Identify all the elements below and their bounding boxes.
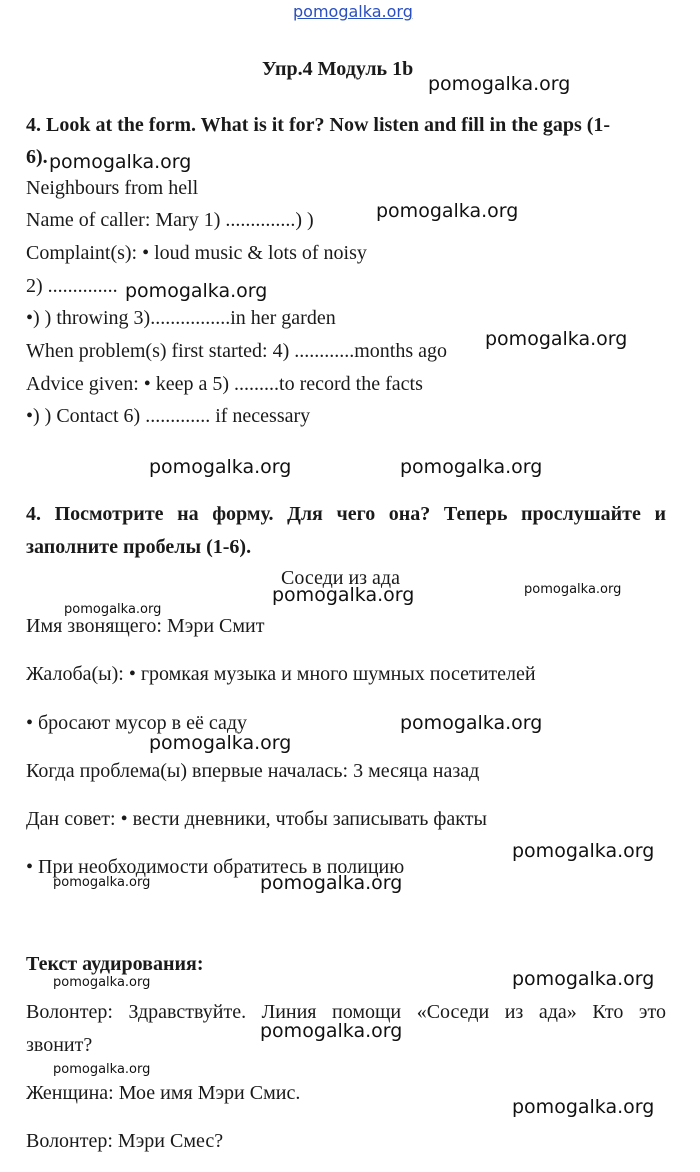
watermark: pomogalka.org [53, 975, 151, 990]
watermark: pomogalka.org [428, 73, 571, 95]
transcript-line: Волонтер: Здравствуйте. Линия помощи «Соседи из ада» Кто это [26, 1001, 666, 1023]
watermark: pomogalka.org [53, 875, 151, 890]
watermark: pomogalka.org [64, 602, 162, 617]
russian-form-line: Дан совет: • вести дневники, чтобы записывать факты [26, 808, 487, 830]
watermark: pomogalka.org [149, 732, 292, 754]
watermark: pomogalka.org [272, 584, 415, 606]
english-form-line: •) ) Contact 6) ............. if necessary [26, 405, 311, 427]
russian-form-line: Жалоба(ы): • громкая музыка и много шумных посетителей [26, 663, 536, 685]
english-form-line: Advice given: • keep a 5) .........to record the facts [26, 373, 423, 395]
watermark: pomogalka.org [485, 328, 628, 350]
english-form-line: •) ) throwing 3)................in her garden [26, 307, 336, 329]
page-title: Упр.4 Модуль 1b [262, 58, 414, 80]
watermark: pomogalka.org [512, 1096, 655, 1118]
watermark: pomogalka.org [400, 456, 543, 478]
russian-form-line: • бросают мусор в её саду [26, 712, 247, 734]
english-form-line: When problem(s) first started: 4) ............months ago [26, 340, 448, 362]
english-form-title: Neighbours from hell [26, 177, 199, 199]
russian-task-heading-line2: заполните пробелы (1-6). [26, 536, 252, 558]
watermark: pomogalka.org [512, 968, 655, 990]
english-task-heading-line1: 4. Look at the form. What is it for? Now listen and fill in the gaps (1- [26, 114, 611, 136]
site-link[interactable]: pomogalka.org [293, 2, 413, 21]
watermark: pomogalka.org [53, 1062, 151, 1077]
transcript-line: Женщина: Мое имя Мэри Смис. [26, 1082, 301, 1104]
watermark: pomogalka.org [49, 151, 192, 173]
english-task-heading-line2: 6). [26, 146, 48, 168]
watermark: pomogalka.org [400, 712, 543, 734]
transcript-line: Волонтер: Мэри Смес? [26, 1130, 224, 1152]
russian-form-line: Имя звонящего: Мэри Смит [26, 615, 265, 637]
english-form-line: Complaint(s): • loud music & lots of noisy [26, 242, 367, 264]
watermark: pomogalka.org [149, 456, 292, 478]
watermark: pomogalka.org [125, 280, 268, 302]
english-form-line: 2) .............. [26, 275, 118, 297]
english-form-line: Name of caller: Mary 1) ..............) ) [26, 209, 314, 231]
russian-form-line: • При необходимости обратитесь в полицию [26, 856, 405, 878]
watermark: pomogalka.org [260, 872, 403, 894]
russian-form-title: Соседи из ада [281, 567, 400, 589]
watermark: pomogalka.org [512, 840, 655, 862]
watermark: pomogalka.org [376, 200, 519, 222]
transcript-heading: Текст аудирования: [26, 953, 204, 975]
russian-task-heading-line1: 4. Посмотрите на форму. Для чего она? Теперь прослушайте и [26, 503, 666, 525]
watermark: pomogalka.org [260, 1020, 403, 1042]
russian-form-line: Когда проблема(ы) впервые началась: 3 месяца назад [26, 760, 480, 782]
transcript-line: звонит? [26, 1034, 93, 1056]
watermark: pomogalka.org [524, 582, 622, 597]
